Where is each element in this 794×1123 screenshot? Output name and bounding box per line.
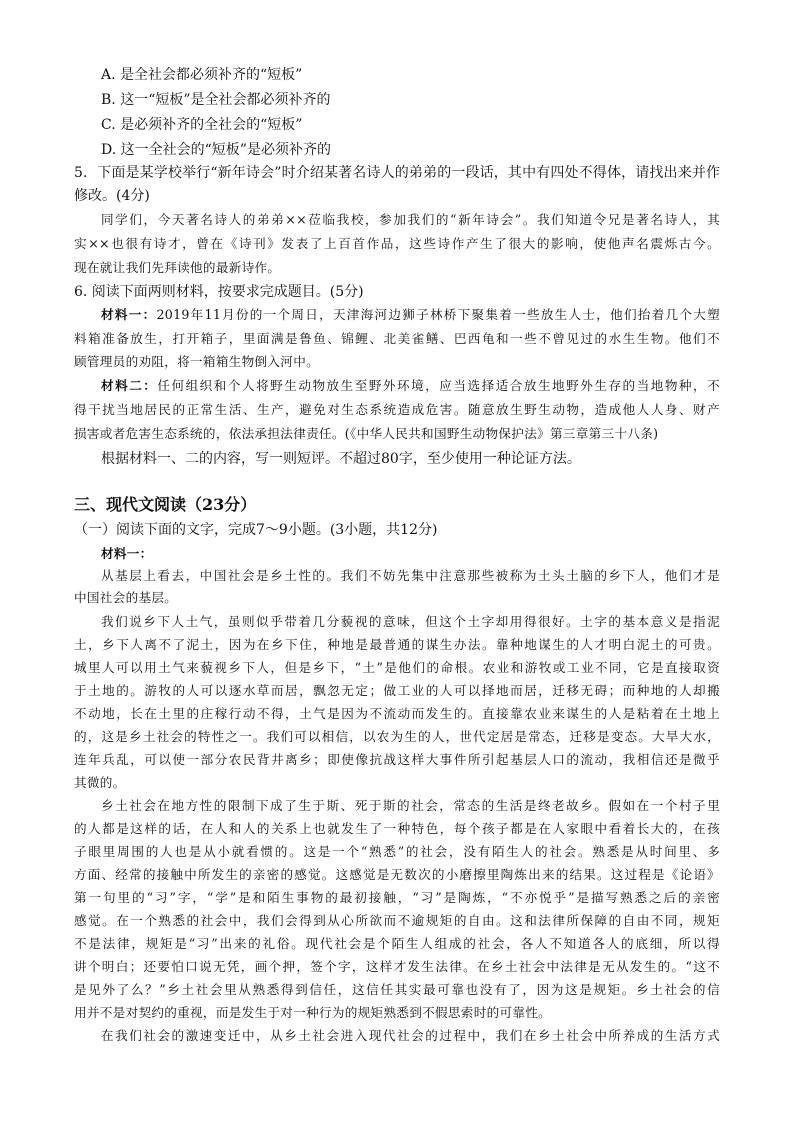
material2-label: 材料二：: [101, 378, 158, 393]
material-label: 材料一：: [101, 546, 153, 561]
q5-passage-line: 现在就让我们先拜读他的最新诗作。: [74, 260, 281, 275]
q6-material1-line: 顾管理员的劝阻，将一箱箱生物倒入河中。: [74, 354, 319, 369]
article-line: 的人都是这样的话，在人和人的关系上也就发生了一种特色，每个孩子都是在人家眼中看着长大的，在孩: [74, 821, 720, 836]
q5-passage-line: 实××也很有诗才，曾在《诗刊》发表了上百首作品，这些诗作产生了很大的影响，使他声名震烁古今。: [74, 236, 720, 251]
q6-material2-line: [101, 377, 720, 395]
article-line: 的，这是乡土社会的特性之一。我们可以相信，以农为生的人，世代定居是常态，迁移是变态。大旱大水，: [74, 729, 720, 744]
material2-text: 任何组织和个人将野生动物放生至野外环境，应当选择适合放生地野外生存的当地物种，不: [157, 378, 721, 393]
q6-task: 根据材料一、二的内容，写一则短评。不超过80字，至少使用一种论证方法。: [101, 451, 581, 467]
question-6-title: 6. 阅读下面两则材料，按要求完成题目。(5分): [74, 284, 364, 300]
article-line: 讲个明白；还要怕口说无凭，画个押，签个字，这样才发生法律。在乡土社会中法律是无从发生的。“这不: [74, 959, 720, 974]
article-line: 是见外了么？”乡土社会里从熟悉得到信任，这信任其实最可靠也没有了，因为这是规矩。乡土社会的信: [74, 982, 720, 997]
q6-material2-line: 得干扰当地居民的正常生活、生产，避免对生态系统造成危害。随意放生野生动物，造成他人人身、财产: [74, 402, 720, 417]
article-line: 子眼里周围的人也是从小就看惯的。这是一个“熟悉”的社会，没有陌生人的社会。熟悉是从时间里、多: [74, 844, 720, 859]
article-line: 我们说乡下人土气，虽则似乎带着几分藐视的意味，但这个土字却用得很好。土字的基本意义是指泥: [101, 614, 720, 629]
article-line: 连年兵乱，可以使一部分农民背井离乡；即使像抗战这样大事件所引起基层人口的流动，我相信还是微乎: [74, 752, 720, 767]
q5-passage-line: 同学们，今天著名诗人的弟弟××莅临我校，参加我们的“新年诗会”。我们知道令兄是著名诗人，其: [101, 212, 720, 227]
article-line: 不动地，长在土里的庄稼行动不得，土气是因为不流动而发生的。直接靠农业来谋生的人是粘着在土地上: [74, 706, 720, 721]
article-line: 在我们社会的激速变迁中，从乡土社会进入现代社会的过程中，我们在乡土社会中所养成的生活方式: [101, 1028, 720, 1043]
question-5-stem-cont: 修改。(4分): [74, 188, 150, 204]
article-line: 于土地的。游牧的人可以逐水草而居，飘忽无定；做工业的人可以择地而居，迁移无碍；而种地的人却搬: [74, 683, 720, 698]
option-d: D. 这一全社会的“短板”是必须补齐的: [101, 142, 331, 158]
article-line: 城里人可以用土气来藐视乡下人，但是乡下，“土”是他们的命根。农业和游牧或工业不同，它是直接取资: [74, 660, 720, 675]
material1-text: 2019年11月份的一个周日，天津海河边狮子林桥下聚集着一些放生人士，他们抬着几个大塑: [156, 307, 720, 322]
section-title: 三、现代文阅读（23分）: [74, 495, 257, 514]
article-line: 感觉。在一个熟悉的社会中，我们会得到从心所欲而不逾规矩的自由。这和法律所保障的自由不同，规矩: [74, 913, 720, 928]
article-line: 用并不是对契约的重视，而是发生于对一种行为的规矩熟悉到不假思索时的可靠性。: [74, 1005, 552, 1020]
article-line: 从基层上看去，中国社会是乡土性的。我们不妨先集中注意那些被称为土头土脑的乡下人，他们才是: [101, 568, 720, 583]
article-line: 不是法律，规矩是“习”出来的礼俗。现代社会是个陌生人组成的社会，各人不知道各人的底细，所以得: [74, 936, 720, 951]
section-subtitle: （一）阅读下面的文字，完成7～9小题。(3小题，共12分): [74, 522, 438, 538]
option-c: C. 是必须补齐的全社会的“短板”: [101, 117, 303, 133]
q6-material1-line: [101, 306, 720, 324]
option-a: A. 是全社会都必须补齐的“短板”: [101, 67, 303, 83]
article-line: 中国社会的基层。: [74, 590, 178, 605]
material1-label: 材料一：: [101, 307, 157, 322]
option-b: B. 这一“短板”是全社会都必须补齐的: [101, 92, 331, 108]
article-line: 方面、经常的接触中所发生的亲密的感觉。这感觉是无数次的小磨擦里陶炼出来的结果。这过程是《论语》: [74, 867, 720, 882]
question-5-stem: 5．下面是某学校举行“新年诗会”时介绍某著名诗人的弟弟的一段话，其中有四处不得体，请找出来并作: [74, 165, 720, 181]
q6-material2-line: 损害或者危害生态系统的，依法承担法律责任。(《中华人民共和国野生动物保护法》第三章第三十八条): [74, 426, 659, 441]
q6-material1-line: 料箱准备放生，打开箱子，里面满是鲁鱼、锦鲤、北美雀鳝、巴西龟和一些不曾见过的水生生物。他们不: [74, 331, 720, 346]
article-line: 乡土社会在地方性的限制下成了生于斯、死于斯的社会，常态的生活是终老故乡。假如在一个村子里: [101, 798, 720, 813]
article-line: 其微的。: [74, 775, 126, 790]
article-line: 第一句里的“习”字，“学”是和陌生事物的最初接触，“习”是陶炼，“不亦悦乎”是描写熟悉之后的亲密: [74, 890, 720, 905]
article-line: 土，乡下人离不了泥土，因为在乡下住，种地是最普通的谋生办法。靠种地谋生的人才明白泥土的可贵。: [74, 637, 720, 652]
